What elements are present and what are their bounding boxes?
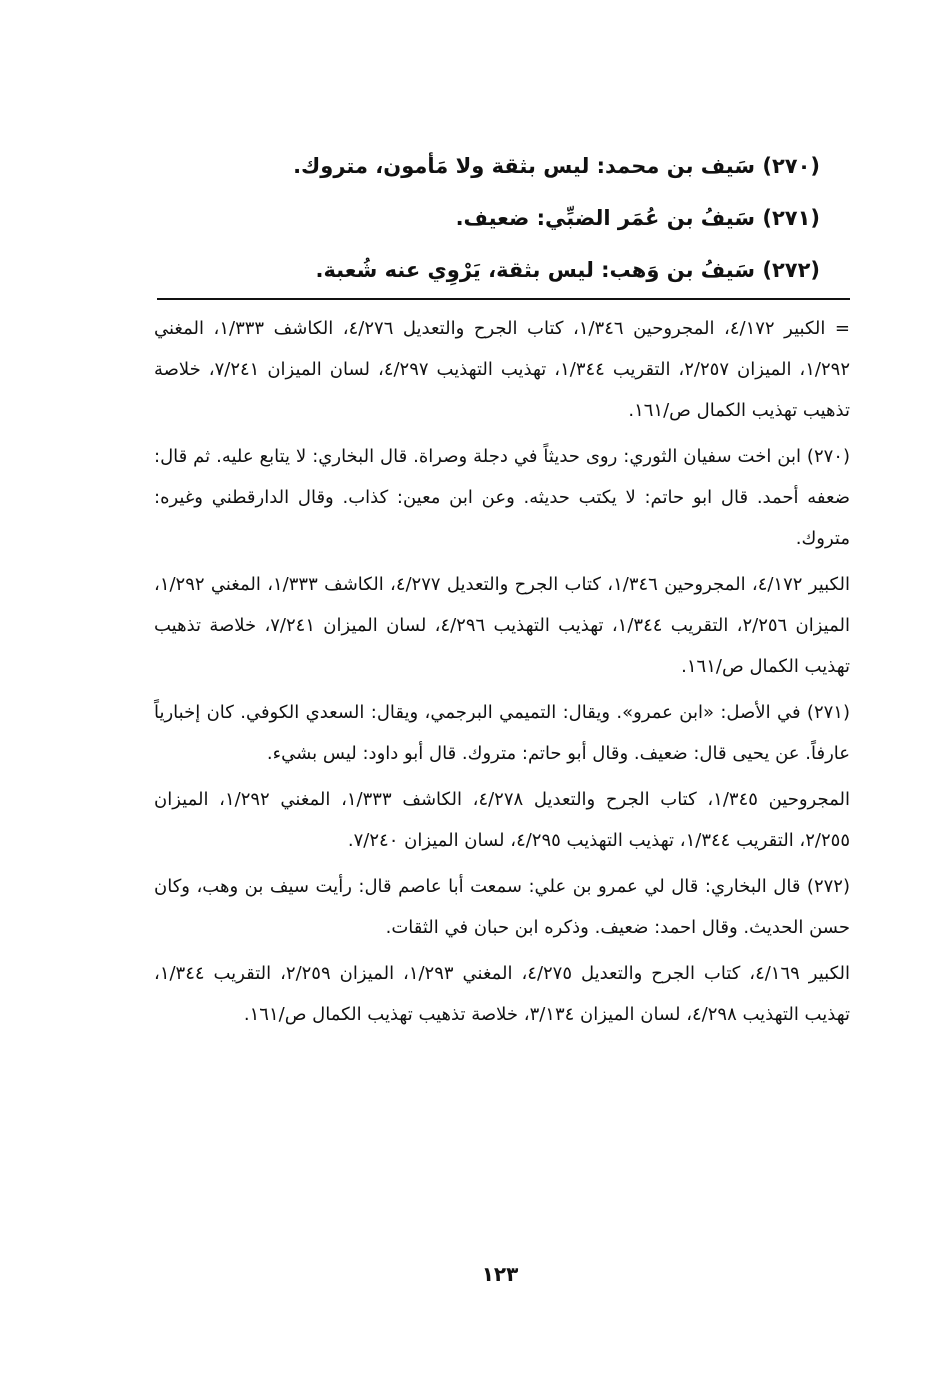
footnote-272-sources: الكبير ٤/١٦٩، كتاب الجرح والتعديل ٤/٢٧٥، المغني ١/٢٩٣، الميزان ٢/٢٥٩، التقريب ١/٣٤٤، تهذيب التهذيب ٤/٢٩٨، لسان الميزان ٣/١٣٤، خلاصة تذهيب تهذيب الكمال ص/١٦١.: [154, 963, 850, 1025]
footnote-271-sources: المجروحين ١/٣٤٥، كتاب الجرح والتعديل ٤/٢٧٨، الكاشف ١/٣٣٣، المغني ١/٢٩٢، الميزان ٢/٢٥٥، التقريب ١/٣٤٤، تهذيب التهذيب ٤/٢٩٥، لسان الميزان ٧/٢٤٠.: [154, 789, 850, 851]
footnote-270: (٢٧٠) ابن اخت سفيان الثوري: روى حديثاً في دجلة وصراة. قال البخاري: لا يتابع عليه. ثم قال: ضعفه أحمد. قال ابو حاتم: لا يكتب حديثه. وعن ابن معين: كذاب. وقال الدارقطني وغيره: متروك.: [154, 446, 850, 549]
footnote-continuation: = الكبير ٤/١٧٢، المجروحين ١/٣٤٦، كتاب الجرح والتعديل ٤/٢٧٦، الكاشف ١/٣٣٣، المغني ١/٢٩٢، الميزان ٢/٢٥٧، التقريب ١/٣٤٤، تهذيب التهذيب ٤/٢٩٧، لسان الميزان ٧/٢٤١، خلاصة تذهيب تهذيب الكمال ص/١٦١.: [154, 318, 850, 421]
entry-270: (٢٧٠) سَيف بن محمد: ليس بثقة ولا مَأمون، متروك.: [293, 154, 820, 178]
footnote-divider: [157, 298, 850, 300]
footnote-272: (٢٧٢) قال البخاري: قال لي عمرو بن علي: سمعت أبا عاصم قال: رأيت سيف بن وهب، وكان حسن الحديث. وقال احمد: ضعيف. وذكره ابن حبان في الثقات.: [154, 876, 850, 938]
footnote-270-sources: الكبير ٤/١٧٢، المجروحين ١/٣٤٦، كتاب الجرح والتعديل ٤/٢٧٧، الكاشف ١/٣٣٣، المغني ١/٢٩٢، الميزان ٢/٢٥٦، التقريب ١/٣٤٤، تهذيب التهذيب ٤/٢٩٦، لسان الميزان ٧/٢٤١، خلاصة تذهيب تهذيب الكمال ص/١٦١.: [154, 574, 850, 677]
entry-272: (٢٧٢) سَيفُ بن وَهب: ليس بثقة، يَرْوِي عنه شُعبة.: [315, 258, 820, 282]
footnotes: [154, 308, 850, 1040]
entry-271: (٢٧١) سَيفُ بن عُمَر الضبِّي: ضعيف.: [455, 206, 820, 230]
book-page: [150, 0, 850, 1375]
footnote-271: (٢٧١) في الأصل: «ابن عمرو». ويقال: التميمي البرجمي، ويقال: السعدي الكوفي. كان إخبارياً عارفاً. عن يحيى قال: ضعيف. وقال أبو حاتم: متروك. قال أبو داود: ليس بشيء.: [154, 702, 850, 764]
main-entries: [160, 140, 820, 296]
page-number: ١٢٣: [481, 1262, 519, 1286]
